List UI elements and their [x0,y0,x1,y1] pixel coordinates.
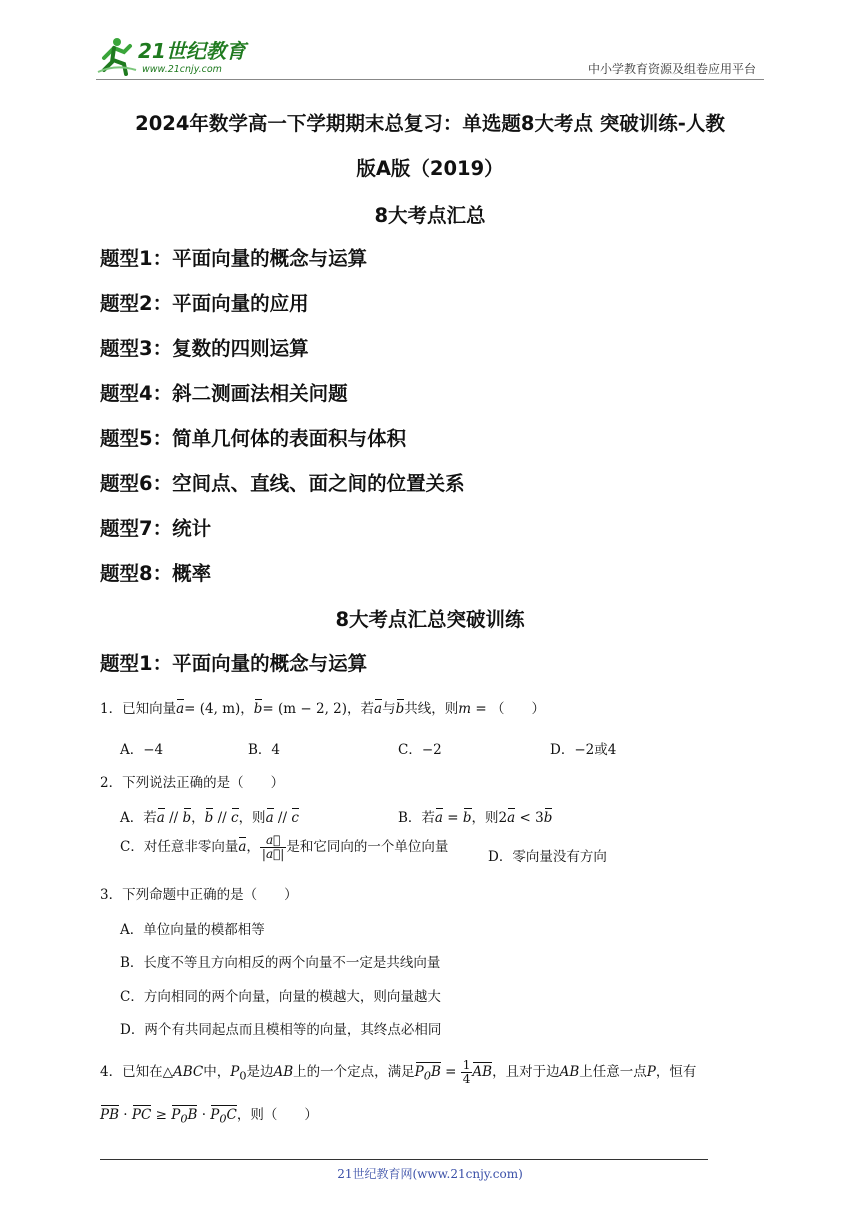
doc-title-line1: 2024年数学高一下学期期末总复习：单选题8大考点 突破训练-人教 [135,112,725,135]
q2-option-d: D．零向量没有方向 [488,849,607,865]
header-divider [96,79,764,80]
q1-option-a: A．−4 [120,742,164,758]
logo-main: 21世纪教育 [138,39,246,63]
category-item: 题型1：平面向量的概念与运算 [100,247,368,270]
q2-option-a: A．若a // b，b // c，则a // c [120,810,299,826]
runner-icon [98,38,136,74]
header-platform-text: 中小学教育资源及组卷应用平台 [587,62,756,76]
category-item: 题型6：空间点、直线、面之间的位置关系 [100,472,465,495]
doc-title-line2: 版A版（2019） [356,157,504,180]
logo-url: www.21cnjy.com [142,64,222,75]
category-item: 题型4：斜二测画法相关问题 [100,382,348,405]
category-item: 题型7：统计 [100,517,212,540]
summary-heading: 8大考点汇总 [374,204,486,227]
site-logo [96,34,266,78]
question-4-line2: PB · PC ≥ $P_0B \cdot P_0C$，则（ ） [100,1107,318,1126]
footer-link[interactable]: 21世纪教育网(www.21cnjy.com) [337,1167,523,1181]
q3-option-a: A．单位向量的模都相等 [120,922,265,938]
category-item: 题型3：复数的四则运算 [100,337,309,360]
category-item: 题型8：概率 [100,562,212,585]
q3-option-d: D．两个有共同起点而且模相等的向量，其终点必相同 [120,1022,442,1038]
q1-option-c: C．−2 [398,742,442,758]
question-1-stem: 1．已知向量a= (4, m)，b= (m − 2, 2)，若a与b共线，则m = （ ） [100,701,545,717]
q1-option-d: D．−2或4 [550,742,617,758]
training-heading: 8大考点汇总突破训练 [335,608,525,631]
question-2-stem: 2．下列说法正确的是（ ） [100,775,285,791]
question-3-stem: 3．下列命题中正确的是（ ） [100,887,298,903]
q3-option-c: C．方向相同的两个向量，向量的模越大，则向量越大 [120,989,441,1005]
footer-divider [100,1159,708,1160]
section-heading: 题型1：平面向量的概念与运算 [100,652,368,675]
q1-option-b: B．4 [248,742,281,758]
category-item: 题型5：简单几何体的表面积与体积 [100,427,407,450]
q2-option-c: C．对任意非零向量a， $\frac{a⃗}{|a⃗|}$ 是和它同向的一个单位向量 [120,833,449,861]
q3-option-b: B．长度不等且方向相反的两个向量不一定是共线向量 [120,955,441,971]
question-4-line1: 4．已知在△ABC中，$P_0$是边AB上的一个定点，满足$P_0B$ = $\frac{1}{4}$ AB，且对于边AB上任意一点P，恒有 [100,1058,697,1086]
q2-option-b: B．若a = b，则2a < 3b [398,810,553,826]
category-item: 题型2：平面向量的应用 [100,292,309,315]
